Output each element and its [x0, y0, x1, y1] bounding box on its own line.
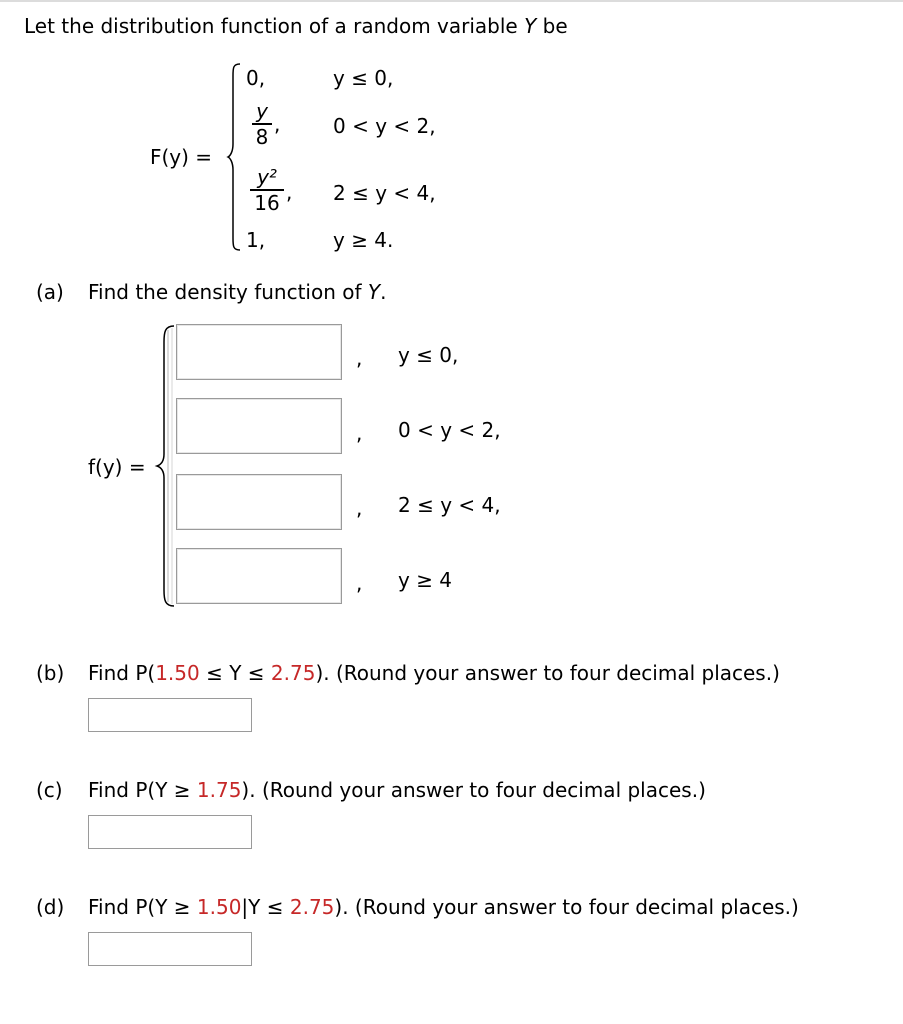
pdf-row1-input[interactable]	[176, 324, 342, 380]
cdf-row3-cond: 2 ≤ y < 4,	[333, 181, 436, 205]
intro-variable: Y	[524, 14, 537, 38]
pdf-row1-comma: ,	[356, 346, 363, 370]
pdf-left-brace	[156, 324, 176, 608]
part-a-question	[88, 280, 386, 304]
cdf-row4-cond: y ≥ 4.	[333, 228, 394, 252]
part-c-value: 1.75	[196, 778, 242, 802]
part-d-pre: Find P(Y ≥	[88, 895, 197, 919]
intro-text: Let the distribution function of a random variable	[24, 14, 525, 38]
part-a-label: (a)	[36, 280, 64, 304]
part-d-label: (d)	[36, 895, 65, 919]
cdf-row2-denominator: 8	[255, 124, 269, 149]
pdf-row4-cond: y ≥ 4	[398, 568, 453, 592]
part-d-answer-input[interactable]	[88, 932, 252, 966]
cdf-row3-fraction	[250, 166, 284, 214]
part-c-question	[88, 778, 706, 802]
pdf-row2-input[interactable]	[176, 398, 342, 454]
pdf-row3-cond: 2 ≤ y < 4,	[398, 493, 501, 517]
top-divider	[0, 0, 903, 2]
pdf-row2-comma: ,	[356, 421, 363, 445]
pdf-label	[88, 455, 146, 479]
pdf-row3-input[interactable]	[176, 474, 342, 530]
cdf-row2-fraction	[252, 100, 272, 148]
cdf-left-brace	[228, 62, 242, 252]
part-b-mid: ≤ Y ≤	[199, 661, 271, 685]
cdf-row2-comma: ,	[274, 112, 281, 136]
part-a-text: Find the density function of	[88, 280, 368, 304]
cdf-row2-cond: 0 < y < 2,	[333, 114, 436, 138]
part-b-post: ). (Round your answer to four decimal places.)	[315, 661, 780, 685]
intro-tail: be	[536, 14, 568, 38]
part-b-upper-value: 2.75	[270, 661, 316, 685]
part-c-pre: Find P(Y ≥	[88, 778, 197, 802]
intro-sentence	[24, 14, 568, 38]
pdf-row4-comma: ,	[356, 571, 363, 595]
cdf-row4-expr: 1,	[246, 228, 266, 252]
part-c-label: (c)	[36, 778, 63, 802]
part-d-lower-value: 1.50	[196, 895, 242, 919]
part-d-mid: |Y ≤	[241, 895, 290, 919]
part-b-label: (b)	[36, 661, 65, 685]
pdf-row1-cond: y ≤ 0,	[398, 343, 459, 367]
part-d-upper-value: 2.75	[289, 895, 335, 919]
part-b-answer-input[interactable]	[88, 698, 252, 732]
cdf-row1-cond: y ≤ 0,	[333, 66, 394, 90]
part-c-post: ). (Round your answer to four decimal places.)	[241, 778, 706, 802]
pdf-row2-cond: 0 < y < 2,	[398, 418, 501, 442]
part-a-tail: .	[380, 280, 387, 304]
pdf-row3-comma: ,	[356, 496, 363, 520]
part-d-post: ). (Round your answer to four decimal places.)	[334, 895, 799, 919]
part-c-answer-input[interactable]	[88, 815, 252, 849]
cdf-label: F(y) =	[150, 145, 213, 169]
cdf-row1-expr: 0,	[246, 66, 266, 90]
part-b-question	[88, 661, 780, 685]
part-b-pre: Find P(	[88, 661, 156, 685]
cdf-row3-comma: ,	[286, 180, 293, 204]
cdf-row3-numerator: y²	[257, 165, 277, 189]
cdf-row3-denominator: 16	[254, 190, 280, 215]
part-d-question	[88, 895, 799, 919]
cdf-row2-numerator: y	[256, 99, 268, 123]
pdf-label-text: f(y) =	[88, 455, 146, 479]
part-a-variable: Y	[367, 280, 381, 304]
part-b-lower-value: 1.50	[155, 661, 200, 685]
pdf-row4-input[interactable]	[176, 548, 342, 604]
